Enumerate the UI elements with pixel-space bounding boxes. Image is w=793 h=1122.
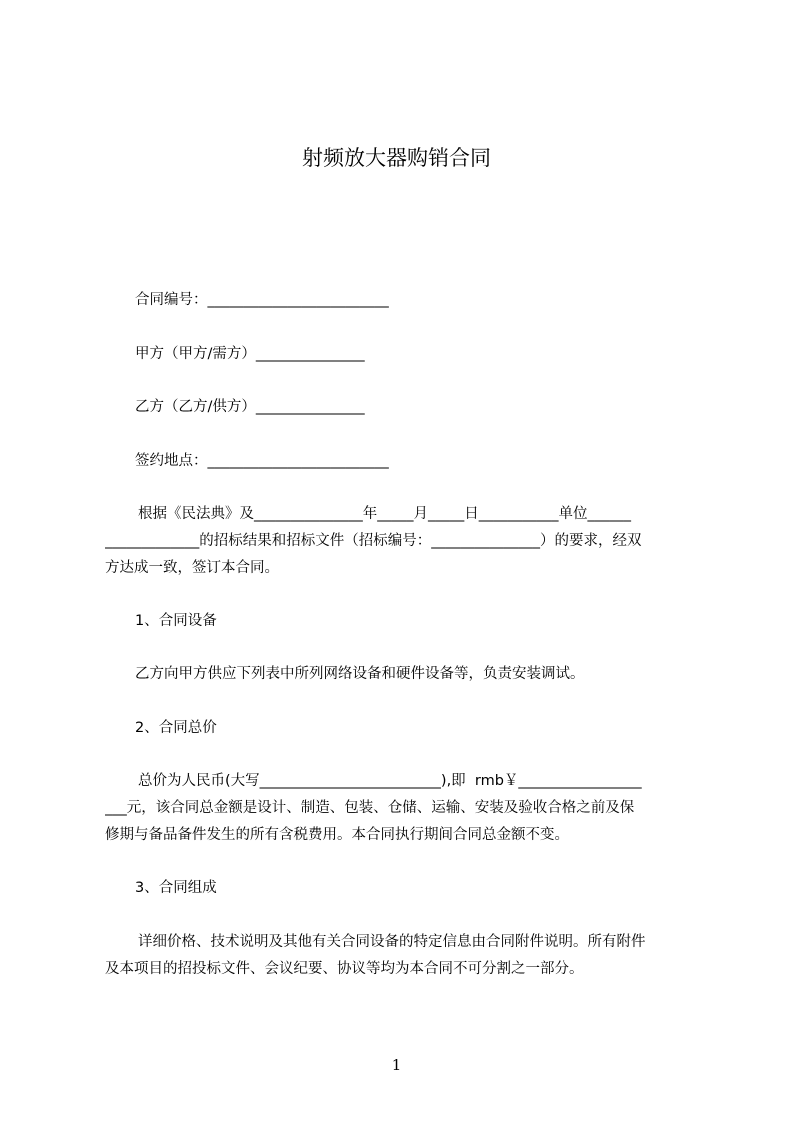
preamble-line-2: _____________的招标结果和招标文件（招标编号：_______________）的要求，经双 xyxy=(105,533,642,549)
composition-line-1: 详细价格、技术说明及其他有关合同设备的特定信息由合同附件说明。所有附件 xyxy=(138,934,646,950)
contract-number-field: 合同编号：_________________________ xyxy=(135,292,389,308)
composition-line-2: 及本项目的招投标文件、会议纪要、协议等均为本合同不可分割之一部分。 xyxy=(105,961,584,977)
page-number: 1 xyxy=(391,1056,402,1074)
section-heading-composition: 3、合同组成 xyxy=(135,880,217,896)
total-price-line-3: 修期与备品备件发生的所有含税费用。本合同执行期间合同总金额不变。 xyxy=(105,827,569,843)
party-b-field: 乙方（乙方/供方）_______________ xyxy=(135,399,365,415)
party-a-field: 甲方（甲方/需方）_______________ xyxy=(135,346,365,362)
section-heading-equipment: 1、合同设备 xyxy=(135,613,217,629)
preamble-line-1: 根据《民法典》及_______________年_____月_____日___________单位______ xyxy=(138,506,631,522)
preamble-line-3: 方达成一致，签订本合同。 xyxy=(105,560,279,576)
total-price-line-2: ___元，该合同总金额是设计、制造、包装、仓储、运输、安装及验收合格之前及保 xyxy=(105,800,635,816)
contract-title: 射频放大器购销合同 xyxy=(302,146,491,170)
section-body-equipment: 乙方向甲方供应下列表中所列网络设备和硬件设备等，负责安装调试。 xyxy=(135,666,585,682)
signing-place-field: 签约地点：_________________________ xyxy=(135,453,389,469)
section-heading-total-price: 2、合同总价 xyxy=(135,720,217,736)
total-price-line-1: 总价为人民币(大写_________________________),即 rmb￥_________________ xyxy=(138,773,642,789)
